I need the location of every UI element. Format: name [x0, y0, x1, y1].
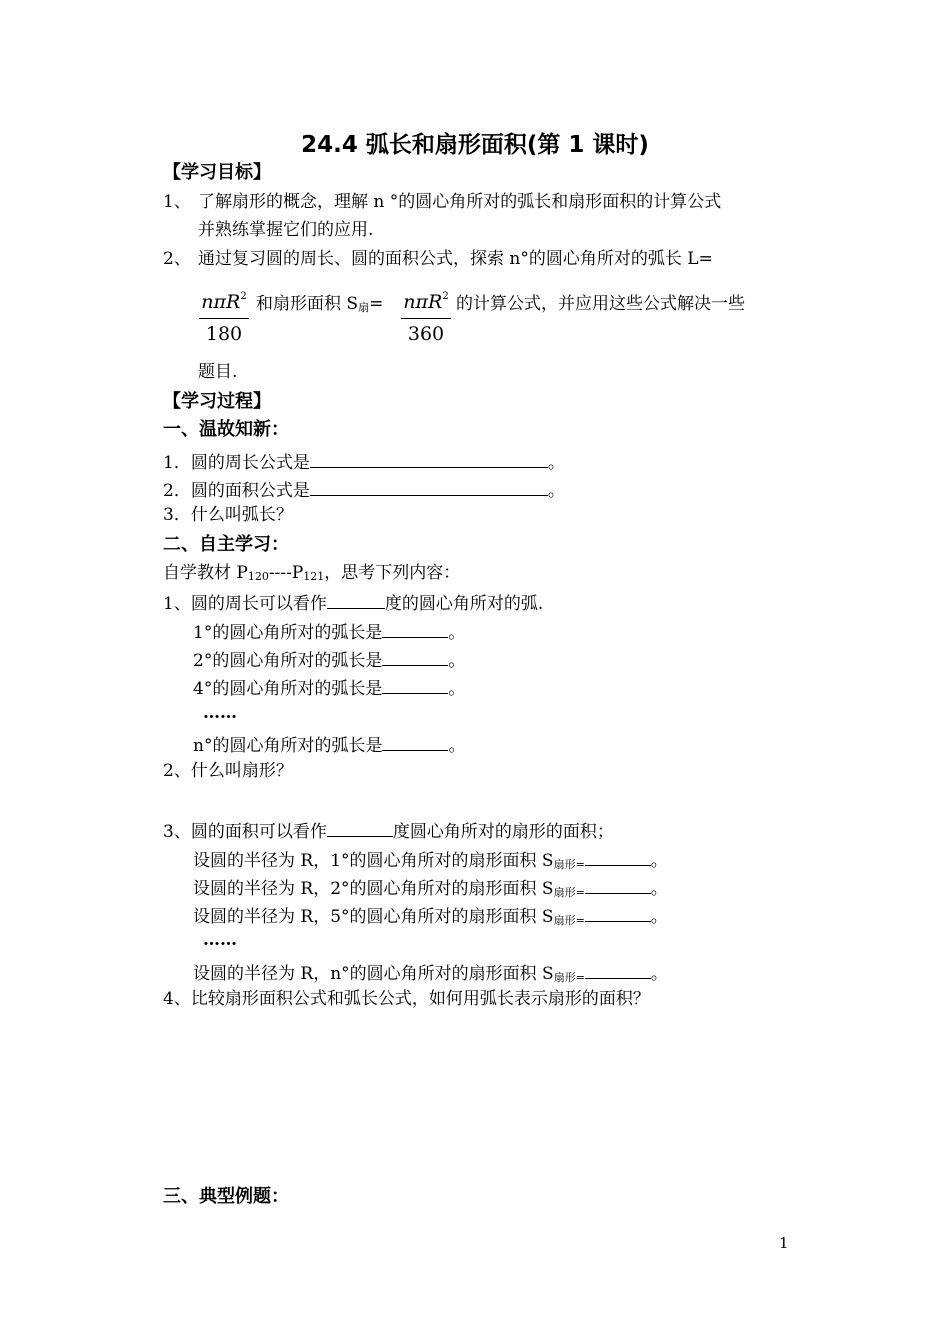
answer-blank[interactable] [310, 451, 548, 468]
line-end: 。 [650, 851, 668, 871]
answer-blank[interactable] [585, 963, 651, 979]
formula-middle-text [256, 296, 383, 313]
area-formula-denominator: 360 [407, 323, 445, 345]
self-study-intro [163, 565, 460, 582]
line-end: 。 [448, 623, 466, 643]
goal-1-line-2: 并熟练掌握它们的应用. [198, 220, 374, 240]
sector-subscript: 扇形 [553, 914, 576, 927]
intro-text-a: 自学教材 P [163, 563, 248, 583]
arc-length-formula [199, 292, 249, 344]
goal-1-line-1: 了解扇形的概念，理解 n °的圆心角所对的弧长和扇形面积的计算公式 [198, 192, 722, 212]
line-end: 。 [448, 736, 466, 756]
answer-blank[interactable] [382, 650, 448, 666]
sector-subscript: 扇形 [553, 971, 576, 984]
area-line-text: 设圆的半径为 R，n°的圆心角所对的扇形面积 S [193, 964, 554, 984]
goal-2-line-1: 通过复习圆的周长、圆的面积公式，探索 n°的圆心角所对的弧长 L= [198, 249, 713, 269]
area-line-text: 设圆的半径为 R，5°的圆心角所对的扇形面积 S [193, 907, 554, 927]
question-text: 1、圆的周长可以看作 [163, 594, 327, 614]
intro-text-b: ----P [268, 563, 304, 583]
answer-blank[interactable] [327, 820, 393, 837]
fraction-bar [199, 318, 249, 319]
fraction-bar [401, 318, 451, 319]
study-question-4: 4、比较扇形面积公式和弧长公式，如何用弧长表示扇形的面积？ [163, 989, 650, 1009]
sector-subscript: 扇形 [553, 858, 576, 871]
line-end: 。 [650, 964, 668, 984]
equals-sign: = [575, 914, 585, 927]
arc-length-line-n [193, 735, 465, 755]
study-question-1 [163, 593, 543, 613]
line-end: 。 [650, 879, 668, 899]
question-text: 2．圆的面积公式是 [163, 481, 310, 501]
answer-blank[interactable] [382, 622, 448, 638]
sector-area-line-3 [193, 906, 668, 926]
question-end: 。 [547, 453, 565, 473]
arc-length-line-3 [193, 678, 465, 698]
equals-sign: = [575, 971, 585, 984]
page-number: 1 [779, 1234, 789, 1252]
answer-blank[interactable] [327, 593, 385, 609]
intro-text-c: ，思考下列内容： [324, 563, 461, 583]
arc-formula-denominator: 180 [205, 323, 243, 345]
sector-area-line-1 [193, 850, 668, 870]
ellipsis: …… [203, 703, 237, 723]
arc-line-text: 4°的圆心角所对的弧长是 [193, 679, 383, 699]
line-end: 。 [448, 679, 466, 699]
sector-area-line-2 [193, 878, 668, 898]
arc-length-line-2 [193, 650, 465, 670]
self-study-heading: 二、自主学习： [163, 534, 289, 555]
goals-heading: 【学习目标】 [163, 162, 271, 183]
question-end: 。 [547, 481, 565, 501]
sector-subscript: 扇形 [553, 886, 576, 899]
answer-blank[interactable] [585, 906, 651, 922]
question-text-end: 度的圆心角所对的弧. [384, 594, 544, 614]
page-title: 24.4 弧长和扇形面积(第 1 课时) [301, 132, 649, 158]
study-question-2: 2、什么叫扇形？ [163, 761, 293, 781]
arc-formula-numerator: nπR [201, 291, 241, 313]
sector-area-label: 和扇形面积 S [256, 294, 359, 314]
equals-sign: = [369, 294, 384, 314]
review-question-1 [163, 451, 565, 472]
answer-blank[interactable] [382, 735, 448, 751]
sector-subscript: 扇 [358, 301, 370, 314]
examples-heading: 三、典型例题： [163, 1186, 289, 1207]
page-subscript-start: 120 [247, 570, 269, 583]
question-text-end: 度圆心角所对的扇形的面积； [392, 822, 614, 842]
study-question-3 [163, 820, 614, 841]
equals-sign: = [575, 858, 585, 871]
arc-length-line-1 [193, 622, 465, 642]
review-question-3: 3．什么叫弧长？ [163, 505, 293, 525]
review-question-2 [163, 479, 565, 500]
arc-line-text: 1°的圆心角所对的弧长是 [193, 623, 383, 643]
page-subscript-end: 121 [303, 570, 325, 583]
process-heading: 【学习过程】 [163, 391, 271, 412]
ellipsis: …… [203, 930, 237, 950]
goal-2-number: 2、 [163, 249, 191, 269]
review-heading: 一、温故知新： [163, 419, 289, 440]
question-text: 1．圆的周长公式是 [163, 453, 310, 473]
sector-area-formula [401, 292, 451, 344]
area-line-text: 设圆的半径为 R，2°的圆心角所对的扇形面积 S [193, 879, 554, 899]
arc-line-text: n°的圆心角所对的弧长是 [193, 736, 383, 756]
goal-1-number: 1、 [163, 192, 191, 212]
sector-area-line-n [193, 963, 668, 983]
answer-blank[interactable] [585, 850, 651, 866]
question-text: 3、圆的面积可以看作 [163, 822, 327, 842]
goal-2-line-3: 题目. [198, 362, 238, 382]
arc-line-text: 2°的圆心角所对的弧长是 [193, 651, 383, 671]
answer-blank[interactable] [585, 878, 651, 894]
equals-sign: = [575, 886, 585, 899]
area-line-text: 设圆的半径为 R，1°的圆心角所对的扇形面积 S [193, 851, 554, 871]
area-formula-numerator: nπR [403, 291, 443, 313]
line-end: 。 [448, 651, 466, 671]
answer-blank[interactable] [310, 479, 548, 496]
area-formula-exponent: 2 [442, 291, 449, 302]
answer-blank[interactable] [382, 678, 448, 694]
arc-formula-exponent: 2 [240, 291, 247, 302]
formula-tail-text: 的计算公式，并应用这些公式解决一些 [456, 294, 745, 314]
line-end: 。 [650, 907, 668, 927]
